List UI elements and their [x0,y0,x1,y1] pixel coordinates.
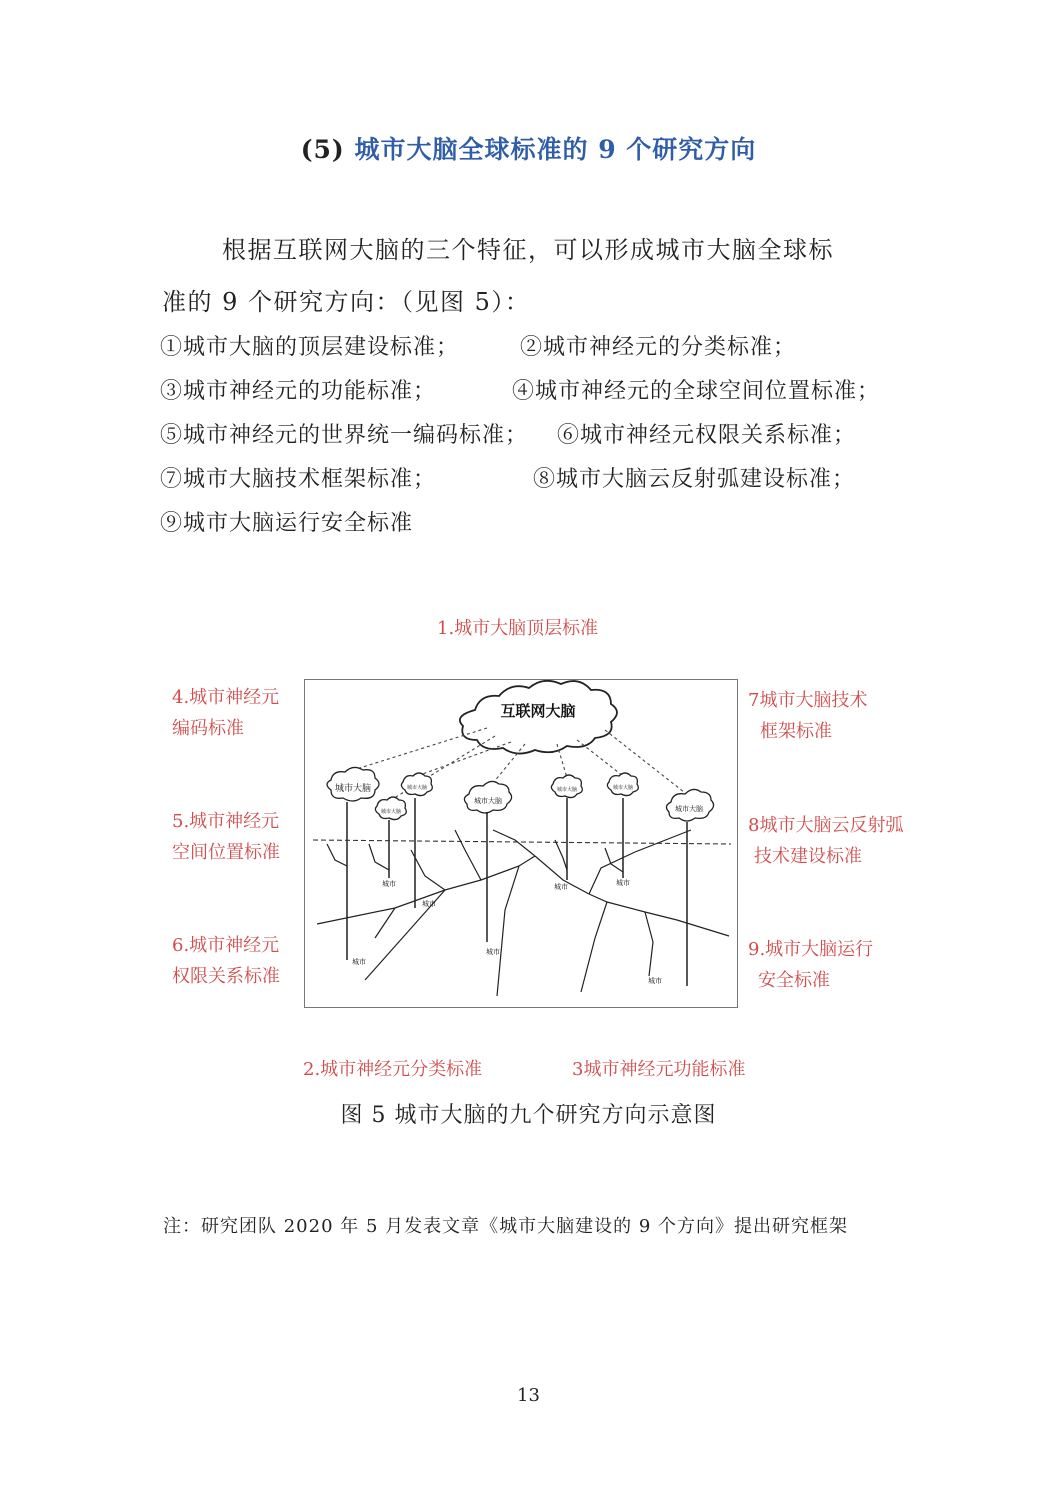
intro-line-2: 准的 9 个研究方向：（见图 5）： [162,288,531,316]
figure-left-label-1 [172,682,279,744]
cloud-label: 城市大脑 [406,785,428,791]
figure-diagram [304,679,738,1008]
label-line: 框架标准 [760,721,832,742]
label-line: 安全标准 [758,970,830,991]
list-item: ⑥城市神经元权限关系标准； [557,423,857,448]
city-label: 城市 [422,900,436,908]
list-item: ⑤城市神经元的世界统一编码标准； [160,423,529,448]
page-number: 13 [517,1385,540,1406]
city-label: 城市 [554,883,568,891]
list-item: ⑨城市大脑运行安全标准 [160,511,414,536]
cloud-label: 城市大脑 [334,784,372,794]
figure-right-label-3 [748,934,873,996]
label-line: 空间位置标准 [172,842,280,863]
figure-right-label-1 [748,685,867,747]
city-label: 城市 [382,880,396,888]
label-line: 编码标准 [172,718,244,739]
heading-text: 城市大脑全球标准的 9 个研究方向 [354,135,757,164]
central-cloud-label: 互联网大脑 [500,702,576,720]
label-line: 5.城市神经元 [172,811,280,832]
figure-right-label-2 [748,810,903,872]
label-line: 权限关系标准 [172,966,280,987]
cloud-label: 城市大脑 [675,805,703,813]
figure-left-label-3 [172,930,280,992]
figure-top-label: 1.城市大脑顶层标准 [437,618,599,639]
list-item: ②城市神经元的分类标准； [520,335,797,360]
list-item: ①城市大脑的顶层建设标准； [160,335,460,360]
figure-left-label-2 [172,806,280,868]
city-label: 城市 [352,958,366,966]
list-item: ③城市神经元的功能标准； [160,379,437,404]
city-label: 城市 [486,948,500,956]
section-heading [0,130,1057,166]
cloud-label: 城市大脑 [380,809,402,815]
label-line: 4.城市神经元 [172,687,280,708]
cloud-label: 城市大脑 [612,785,634,791]
figure-caption: 图 5 城市大脑的九个研究方向示意图 [340,1103,717,1128]
label-line: 8城市大脑云反射弧 [748,815,904,836]
cloud-label: 城市大脑 [474,797,502,805]
list-item: ⑧城市大脑云反射弧建设标准； [533,467,856,492]
list-item: ⑦城市大脑技术框架标准； [160,467,437,492]
city-brain-diagram [305,680,737,1007]
intro-line-1: 根据互联网大脑的三个特征，可以形成城市大脑全球标 [222,236,834,264]
list-item: ④城市神经元的全球空间位置标准； [512,379,881,404]
label-line: 7城市大脑技术 [748,690,868,711]
heading-number: (5) [300,135,345,164]
city-label: 城市 [616,879,630,887]
footnote: 注：研究团队 2020 年 5 月发表文章《城市大脑建设的 9 个方向》提出研究框架 [163,1216,849,1237]
city-label: 城市 [648,977,662,985]
figure-bottom-label-2: 3城市神经元功能标准 [572,1059,746,1080]
label-line: 9.城市大脑运行 [748,939,874,960]
label-line: 技术建设标准 [754,846,862,867]
cloud-label: 城市大脑 [556,787,578,793]
label-line: 6.城市神经元 [172,935,280,956]
figure-bottom-label-1: 2.城市神经元分类标准 [303,1059,483,1080]
city-network [317,830,729,996]
